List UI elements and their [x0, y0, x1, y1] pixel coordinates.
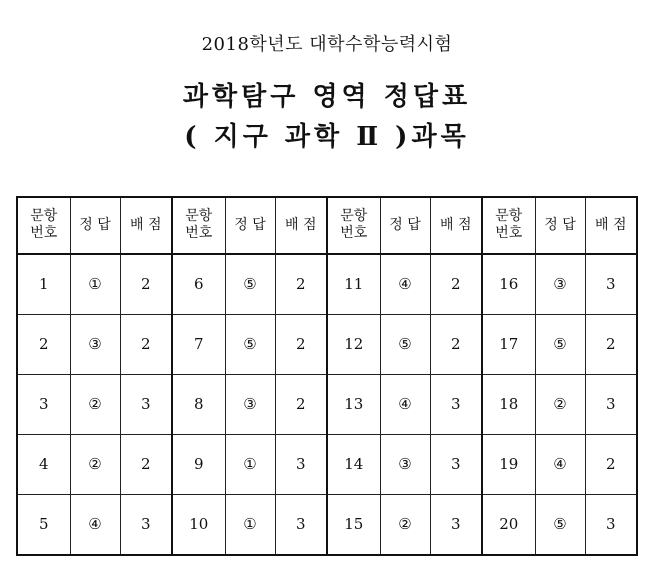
- page-title: 과학탐구 영역 정답표: [182, 82, 472, 112]
- header-answer: 정 답: [70, 197, 120, 254]
- question-number-cell: 17: [482, 314, 535, 374]
- table-row: [17, 374, 637, 434]
- answer-cell: ⑤: [535, 314, 585, 374]
- question-number-cell: 9: [172, 434, 225, 494]
- points-cell: 3: [585, 494, 637, 555]
- header-points: 배 점: [275, 197, 327, 254]
- question-number-cell: 18: [482, 374, 535, 434]
- answer-table-body: [17, 197, 637, 555]
- question-number-cell: 5: [17, 494, 70, 555]
- points-cell: 2: [430, 314, 482, 374]
- question-number-cell: 2: [17, 314, 70, 374]
- points-cell: 3: [430, 434, 482, 494]
- table-row: [17, 434, 637, 494]
- question-number-cell: 12: [327, 314, 380, 374]
- points-cell: 3: [430, 494, 482, 555]
- answer-cell: ①: [70, 254, 120, 315]
- points-cell: 3: [585, 254, 637, 315]
- points-cell: 2: [585, 314, 637, 374]
- answer-cell: ④: [70, 494, 120, 555]
- points-cell: 3: [275, 494, 327, 555]
- answer-cell: ③: [380, 434, 430, 494]
- header-points: 배 점: [430, 197, 482, 254]
- answer-cell: ①: [225, 494, 275, 555]
- answer-cell: ②: [535, 374, 585, 434]
- points-cell: 2: [275, 374, 327, 434]
- answer-cell: ④: [380, 254, 430, 315]
- answer-cell: ⑤: [225, 254, 275, 315]
- header-question-number: [17, 197, 70, 254]
- answer-cell: ④: [380, 374, 430, 434]
- points-cell: 2: [430, 254, 482, 315]
- question-number-cell: 8: [172, 374, 225, 434]
- header-points: 배 점: [585, 197, 637, 254]
- points-cell: 3: [120, 374, 172, 434]
- header-question-number-line2: 번호: [185, 225, 213, 242]
- header-question-number-line2: 번호: [495, 225, 523, 242]
- exam-name: 2018학년도 대학수학능력시험: [201, 34, 453, 55]
- points-cell: 2: [120, 434, 172, 494]
- header-question-number-line1: 문항: [495, 208, 523, 225]
- answer-cell: ①: [225, 434, 275, 494]
- answer-cell: ③: [535, 254, 585, 315]
- header-question-number-line2: 번호: [340, 225, 368, 242]
- question-number-cell: 16: [482, 254, 535, 315]
- table-row: [17, 494, 637, 555]
- points-cell: 2: [275, 254, 327, 315]
- answer-cell: ④: [535, 434, 585, 494]
- subject-title: ( 지구 과학 Ⅱ )과목: [184, 122, 470, 152]
- header-question-number-line2: 번호: [30, 225, 58, 242]
- points-cell: 2: [120, 254, 172, 315]
- answer-cell: ③: [70, 314, 120, 374]
- header-answer: 정 답: [380, 197, 430, 254]
- question-number-cell: 11: [327, 254, 380, 315]
- answer-cell: ③: [225, 374, 275, 434]
- question-number-cell: 1: [17, 254, 70, 315]
- question-number-cell: 3: [17, 374, 70, 434]
- header-answer: 정 답: [535, 197, 585, 254]
- question-number-cell: 19: [482, 434, 535, 494]
- header-question-number-line1: 문항: [185, 208, 213, 225]
- question-number-cell: 15: [327, 494, 380, 555]
- answer-table: [16, 196, 638, 556]
- points-cell: 2: [120, 314, 172, 374]
- question-number-cell: 14: [327, 434, 380, 494]
- points-cell: 2: [585, 434, 637, 494]
- question-number-cell: 13: [327, 374, 380, 434]
- answer-cell: ⑤: [380, 314, 430, 374]
- points-cell: 3: [120, 494, 172, 555]
- header-question-number: [327, 197, 380, 254]
- question-number-cell: 20: [482, 494, 535, 555]
- question-number-cell: 10: [172, 494, 225, 555]
- header-row: [17, 197, 637, 254]
- question-number-cell: 4: [17, 434, 70, 494]
- answer-cell: ②: [70, 434, 120, 494]
- answer-cell: ⑤: [535, 494, 585, 555]
- points-cell: 3: [585, 374, 637, 434]
- answer-cell: ②: [380, 494, 430, 555]
- answer-cell: ②: [70, 374, 120, 434]
- question-number-cell: 7: [172, 314, 225, 374]
- header-question-number: [172, 197, 225, 254]
- points-cell: 3: [275, 434, 327, 494]
- points-cell: 3: [430, 374, 482, 434]
- header-question-number: [482, 197, 535, 254]
- answer-cell: ⑤: [225, 314, 275, 374]
- header-answer: 정 답: [225, 197, 275, 254]
- header-question-number-line1: 문항: [340, 208, 368, 225]
- table-row: [17, 314, 637, 374]
- points-cell: 2: [275, 314, 327, 374]
- header-points: 배 점: [120, 197, 172, 254]
- header-question-number-line1: 문항: [30, 208, 58, 225]
- table-row: [17, 254, 637, 315]
- question-number-cell: 6: [172, 254, 225, 315]
